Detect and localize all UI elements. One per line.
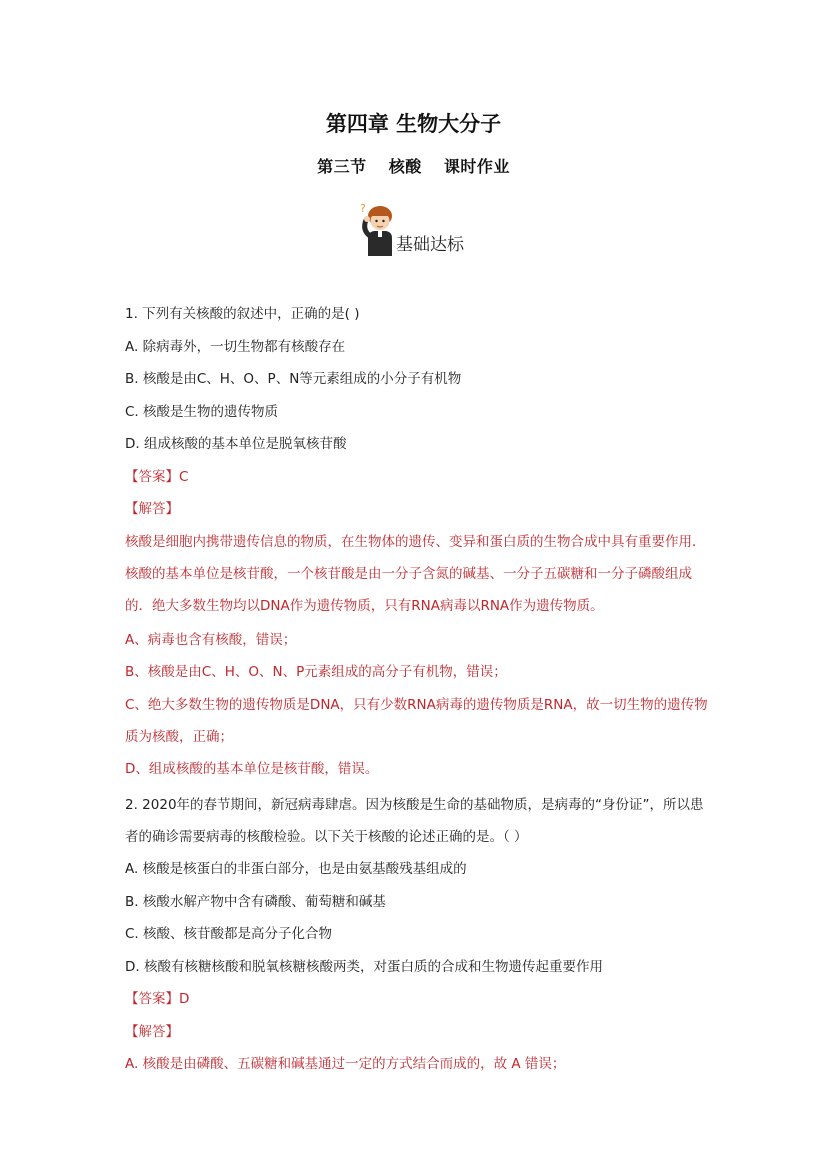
subtitle-topic: 核酸 [388, 157, 422, 176]
q2-analysis-tag: 【解答】 [125, 1023, 179, 1040]
section-subtitle [0, 154, 827, 177]
badge-label: 基础达标 [396, 235, 464, 255]
q2-option-a: A. 核酸是核蛋白的非蛋白部分，也是由氨基酸残基组成的 [125, 861, 467, 877]
q1-option-c: C. 核酸是生物的遗传物质 [125, 403, 279, 420]
q2-answer [125, 989, 709, 1009]
q1-analysis-c: C、绝大多数生物的遗传物质是DNA，只有少数RNA病毒的遗传物质是RNA，故一切生物的遗传物质为核酸，正确； [125, 696, 708, 745]
q1-answer [125, 467, 709, 487]
answer-value: D [179, 991, 190, 1007]
q1-analysis-a: A、病毒也含有核酸，错误； [125, 631, 297, 648]
subtitle-homework: 课时作业 [443, 157, 510, 176]
q1-analysis-d: D、组成核酸的基本单位是核苷酸，错误。 [125, 760, 379, 777]
question-list [125, 304, 709, 1087]
q2-stem: 2. 2020年的春节期间，新冠病毒肆虐。因为核酸是生命的基础物质，是病毒的“身份证”，所以患者的确诊需要病毒的核酸检验。以下关于核酸的论述正确的是。（ ） [125, 797, 704, 845]
section-badge [358, 200, 498, 256]
q1-option-b: B. 核酸是由C、H、O、P、N等元素组成的小分子有机物 [125, 371, 462, 387]
answer-tag: 【答案】 [125, 468, 179, 485]
student-thinking-icon [358, 200, 398, 256]
q1-stem: 1. 下列有关核酸的叙述中，正确的是( ) [125, 306, 360, 322]
q2-option-c: C. 核酸、核苷酸都是高分子化合物 [125, 926, 333, 942]
q1-option-a: A. 除病毒外，一切生物都有核酸存在 [125, 338, 346, 355]
q1-analysis-b: B、核酸是由C、H、O、N、P元素组成的高分子有机物，错误； [125, 664, 507, 680]
q1-analysis-tag: 【解答】 [125, 501, 179, 517]
q2-analysis-a: A. 核酸是由磷酸、五碳糖和碱基通过一定的方式结合而成的，故 A 错误； [125, 1056, 566, 1072]
q2-option-d: D. 核酸有核糖核酸和脱氧核糖核酸两类，对蛋白质的合成和生物遗传起重要作用 [125, 958, 603, 975]
answer-value: C [179, 468, 189, 485]
subtitle-section: 第三节 [317, 157, 367, 176]
q2-option-b: B. 核酸水解产物中含有磷酸、葡萄糖和碱基 [125, 893, 386, 910]
chapter-title: 第四章 生物大分子 [325, 111, 502, 136]
q1-option-d: D. 组成核酸的基本单位是脱氧核苷酸 [125, 436, 347, 452]
svg-text:?: ? [360, 202, 366, 215]
q1-analysis-intro: 核酸是细胞内携带遗传信息的物质，在生物体的遗传、变异和蛋白质的生物合成中具有重要作用．核酸的基本单位是核苷酸，一个核苷酸是由一分子含氮的碱基、一分子五碳糖和一分子磷酸组成的．绝大多数生物均以DNA作为遗传物质，只有RNA病毒以RNA作为遗传物质。 [125, 533, 706, 614]
answer-tag: 【答案】 [125, 991, 179, 1007]
